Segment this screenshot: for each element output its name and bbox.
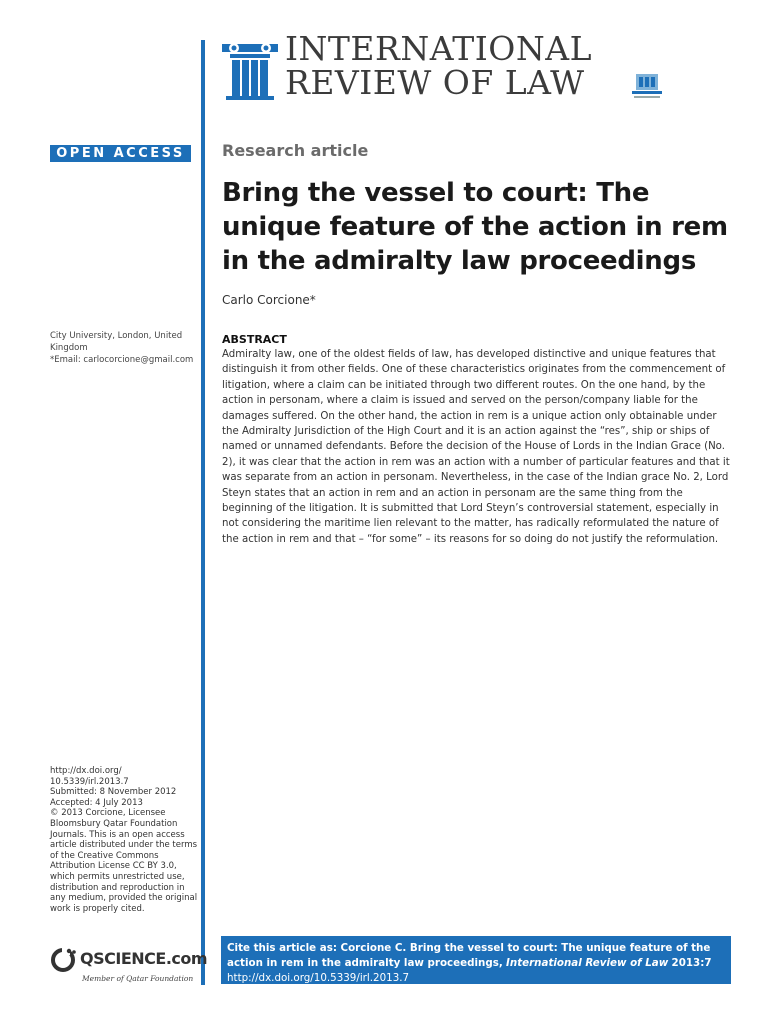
journal-name-line1: INTERNATIONAL [285,29,592,68]
citation-doi[interactable]: http://dx.doi.org/10.5339/irl.2013.7 [227,972,410,984]
email[interactable]: *Email: carlocorcione@gmail.com [50,355,194,365]
doi-link-line1[interactable]: http://dx.doi.org/ [50,766,122,776]
citation-lead: Cite this article as: Corcione C. Bring the vessel to court: The unique feature of the action in rem in the admiralty law proceedings, [227,942,711,969]
author: Carlo Corcione* [222,293,316,307]
journal-name-line2: REVIEW OF LAW [285,63,585,102]
qscience-icon [50,947,78,973]
journal-column-logo-icon [222,40,278,100]
university-logo-icon [630,70,664,100]
journal-name [285,29,592,102]
abstract-text: Admiralty law, one of the oldest fields of law, has developed distinctive and unique features that distinguish it from other fields. One of these characteristics originates from the commencement of litigation, where a claim can be initiated through two different routes. On the one hand, by the action in personam, where a claim is issued and served on the person/company liable for the damages suffered. On the other hand, the action in rem is a unique action only obtainable under the Admiralty Jurisdiction of the High Court and it is an action against the “res”, ship or ships of named or unnamed defendants. Before the decision of the House of Lords in the Indian Grace (No. 2), it was clear that the action in rem was an action with a number of particular features and that it was separate from an action in personam. Nevertheless, in the case of the Indian grace No. 2, Lord Steyn states that an action in rem and an action in personam are the same thing from the beginning of the litigation. It is submitted that Lord Steyn’s controversial statement, especially in not considering the maritime lien relevant to the matter, has radically reformulated the nature of the action in rem and that – “for some” – its reasons for so doing do not justify the reformulation. [222,349,730,545]
publisher-logo[interactable] [50,947,208,987]
open-access-badge: OPEN ACCESS [50,145,191,162]
article-type: Research article [222,141,369,160]
publisher-tagline: Member of Qatar Foundation [82,974,194,983]
article-info-sidebar [50,766,200,914]
citation-volume: 2013:7 [671,957,712,969]
affiliation: City University, London, United Kingdom [50,331,183,353]
citation-box [221,936,731,984]
citation-journal: International Review of Law [506,957,669,969]
abstract-heading: ABSTRACT [222,333,287,346]
vertical-divider [201,40,205,985]
license-text: © 2013 Corcione, Licensee Bloomsbury Qatar Foundation Journals. This is an open access article distributed under the terms of the Creative Commons Attribution License CC BY 3.0, which permits unrestricted use, distribution and reproduction in any medium, provided the original work is properly cited. [50,808,198,914]
accepted-date: Accepted: 4 July 2013 [50,797,143,808]
doi-link-line2[interactable]: 10.5339/irl.2013.7 [50,776,129,787]
submitted-date: Submitted: 8 November 2012 [50,787,177,798]
article-title: Bring the vessel to court: The unique feature of the action in rem in the admiralty law proceedings [222,178,728,276]
publisher-name: QSCIENCE.com [80,949,208,968]
affiliation-block [50,330,200,366]
